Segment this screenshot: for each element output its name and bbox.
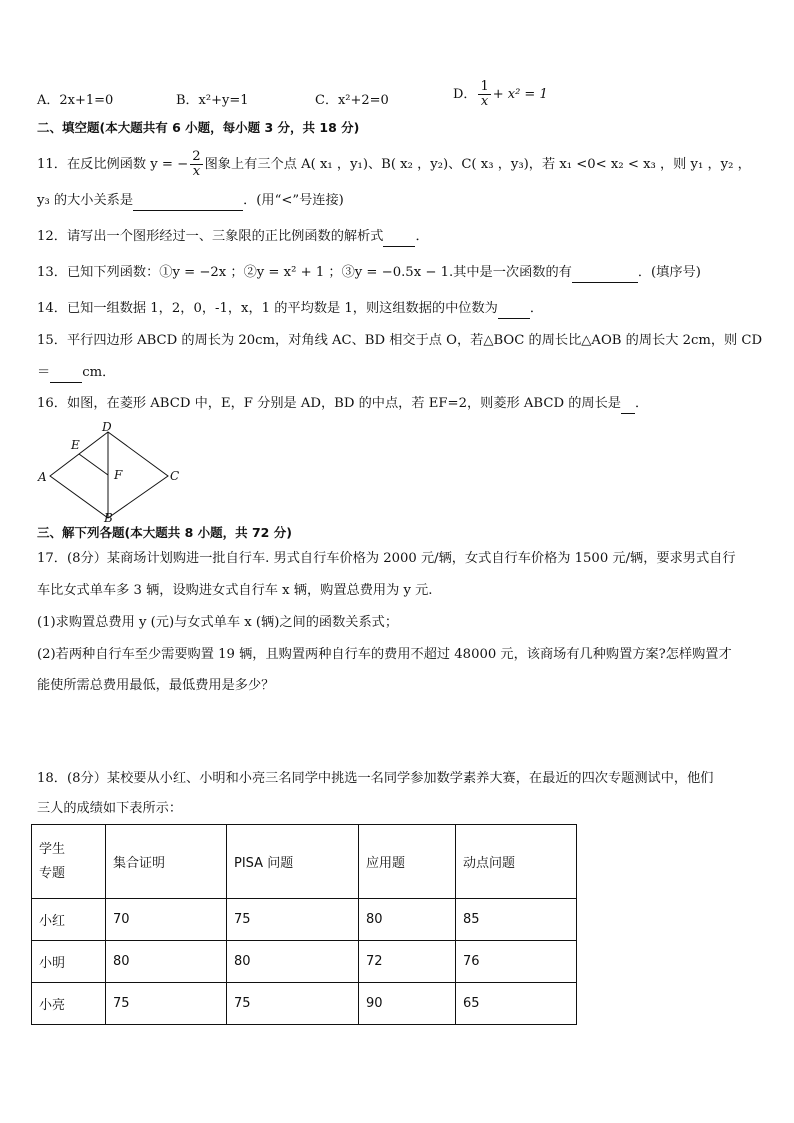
fraction-numerator: 2 <box>192 149 201 164</box>
q16-end: ． <box>634 396 649 411</box>
rhombus-outline <box>50 432 168 518</box>
question-11-line2 <box>37 192 344 211</box>
answer-blank <box>133 192 243 211</box>
answer-blank <box>498 300 530 319</box>
table-header-cell: PISA 问题 <box>227 825 359 899</box>
score-table <box>31 824 577 1025</box>
answer-blank <box>383 228 415 247</box>
student-name-cell: 小明 <box>32 941 106 983</box>
student-name-cell: 小红 <box>32 899 106 941</box>
question-18-line1: 18．(8分）某校要从小红、小明和小亮三名同学中挑选一名同学参加数学素养大赛，在最近的四次专题测试中，他们 <box>37 771 714 786</box>
score-cell: 70 <box>106 899 227 941</box>
q11-part2: 图象上有三个点 A( x₁ ，y₁)、B( x₂ ，y₂)、C( x₃ ，y₃)，若 x₁ <0< x₂ < x₃ ，则 y₁ ，y₂ ， <box>204 157 751 172</box>
fraction-numerator: 1 <box>480 79 489 94</box>
question-12 <box>37 228 429 247</box>
label-c: C <box>170 469 180 483</box>
answer-blank <box>50 364 82 383</box>
corner-bottom-label: 专题 <box>39 865 66 881</box>
question-18-line2: 三人的成绩如下表所示： <box>37 801 183 816</box>
question-15-line2 <box>37 364 115 383</box>
question-11 <box>37 150 751 179</box>
question-17-sub3: 能使所需总费用最低，最低费用是多少？ <box>37 678 275 693</box>
q11-fraction <box>190 150 202 179</box>
table-row <box>32 983 577 1025</box>
question-13 <box>37 264 701 283</box>
q12-text: 12．请写出一个图形经过一、三象限的正比例函数的解析式 <box>37 229 384 244</box>
option-d-fraction <box>478 80 490 109</box>
score-cell: 80 <box>359 899 456 941</box>
table-header-row <box>32 825 577 899</box>
label-e: E <box>71 438 80 452</box>
score-cell: 65 <box>456 983 577 1025</box>
score-cell: 75 <box>227 899 359 941</box>
q12-end: ． <box>415 229 429 244</box>
question-17-sub2: (2)若两种自行车至少需要购置 19 辆，且购置两种自行车的费用不超过 48000 元，该商场有几种购置方案?怎样购置才 <box>37 647 732 662</box>
student-name-cell: 小亮 <box>32 983 106 1025</box>
table-corner-cell <box>32 825 106 899</box>
rhombus-figure <box>34 418 194 524</box>
score-cell: 72 <box>359 941 456 983</box>
score-cell: 80 <box>106 941 227 983</box>
table-header-cell: 集合证明 <box>106 825 227 899</box>
answer-blank <box>621 395 635 414</box>
segment-ef <box>79 454 108 475</box>
option-d-prefix: D． <box>453 87 477 102</box>
table-row <box>32 899 577 941</box>
option-d <box>453 80 548 109</box>
fraction-denominator: x <box>192 164 201 179</box>
q15-line2-start: ＝ <box>37 365 51 380</box>
option-a: A．2x+1=0 <box>37 93 114 108</box>
question-14 <box>37 300 543 319</box>
score-cell: 80 <box>227 941 359 983</box>
label-b: B <box>104 511 113 524</box>
score-cell: 75 <box>106 983 227 1025</box>
q14-text: 14．已知一组数据 1，2，0，-1，x，1 的平均数是 1，则这组数据的中位数为 <box>37 301 498 316</box>
question-17-sub1: (1)求购置总费用 y (元)与女式单车 x (辆)之间的函数关系式； <box>37 615 399 630</box>
score-cell: 75 <box>227 983 359 1025</box>
label-f: F <box>114 468 123 482</box>
question-17-line1: 17．(8分）某商场计划购进一批自行车. 男式自行车价格为 2000 元/辆，女式自行车价格为 1500 元/辆，要求男式自行 <box>37 551 736 566</box>
label-d: D <box>102 420 112 434</box>
q11-line2-start: y₃ 的大小关系是 <box>37 193 134 208</box>
q15-line2-end: cm． <box>82 365 116 380</box>
fraction-denominator: x <box>480 94 489 109</box>
q13-text: 13．已知下列函数：①y = −2x ；②y = x² + 1 ；③y = −0.5x − 1.其中是一次函数的有 <box>37 265 572 280</box>
q11-line2-end: ．(用“<”号连接) <box>243 193 344 208</box>
q11-part1: 11．在反比例函数 y = − <box>37 157 189 172</box>
answer-blank <box>572 264 638 283</box>
q14-end: ． <box>529 301 544 316</box>
option-c: C．x²+2=0 <box>315 93 389 108</box>
corner-top-label: 学生 <box>39 841 66 857</box>
option-b: B．x²+y=1 <box>176 93 249 108</box>
table-header-cell: 动点问题 <box>456 825 577 899</box>
q16-text: 16．如图，在菱形 ABCD 中，E，F 分别是 AD，BD 的中点，若 EF=2，则菱形 ABCD 的周长是 <box>37 396 621 411</box>
q13-end: ．(填序号) <box>637 265 701 280</box>
section-2-title: 二、填空题(本大题共有 6 小题，每小题 3 分，共 18 分) <box>37 120 360 135</box>
section-3-title: 三、解下列各题(本大题共 8 小题，共 72 分) <box>37 525 292 540</box>
table-row <box>32 941 577 983</box>
score-cell: 90 <box>359 983 456 1025</box>
option-d-rest: + x² = 1 <box>492 87 548 102</box>
table-header-cell: 应用题 <box>359 825 456 899</box>
question-16 <box>37 395 648 414</box>
label-a: A <box>38 470 47 484</box>
question-15: 15．平行四边形 ABCD 的周长为 20cm，对角线 AC、BD 相交于点 O，若△BOC 的周长比△AOB 的周长大 2cm，则 CD <box>37 333 763 348</box>
score-cell: 76 <box>456 941 577 983</box>
score-cell: 85 <box>456 899 577 941</box>
question-17-line2: 车比女式单车多 3 辆，设购进女式自行车 x 辆，购置总费用为 y 元. <box>37 583 433 598</box>
